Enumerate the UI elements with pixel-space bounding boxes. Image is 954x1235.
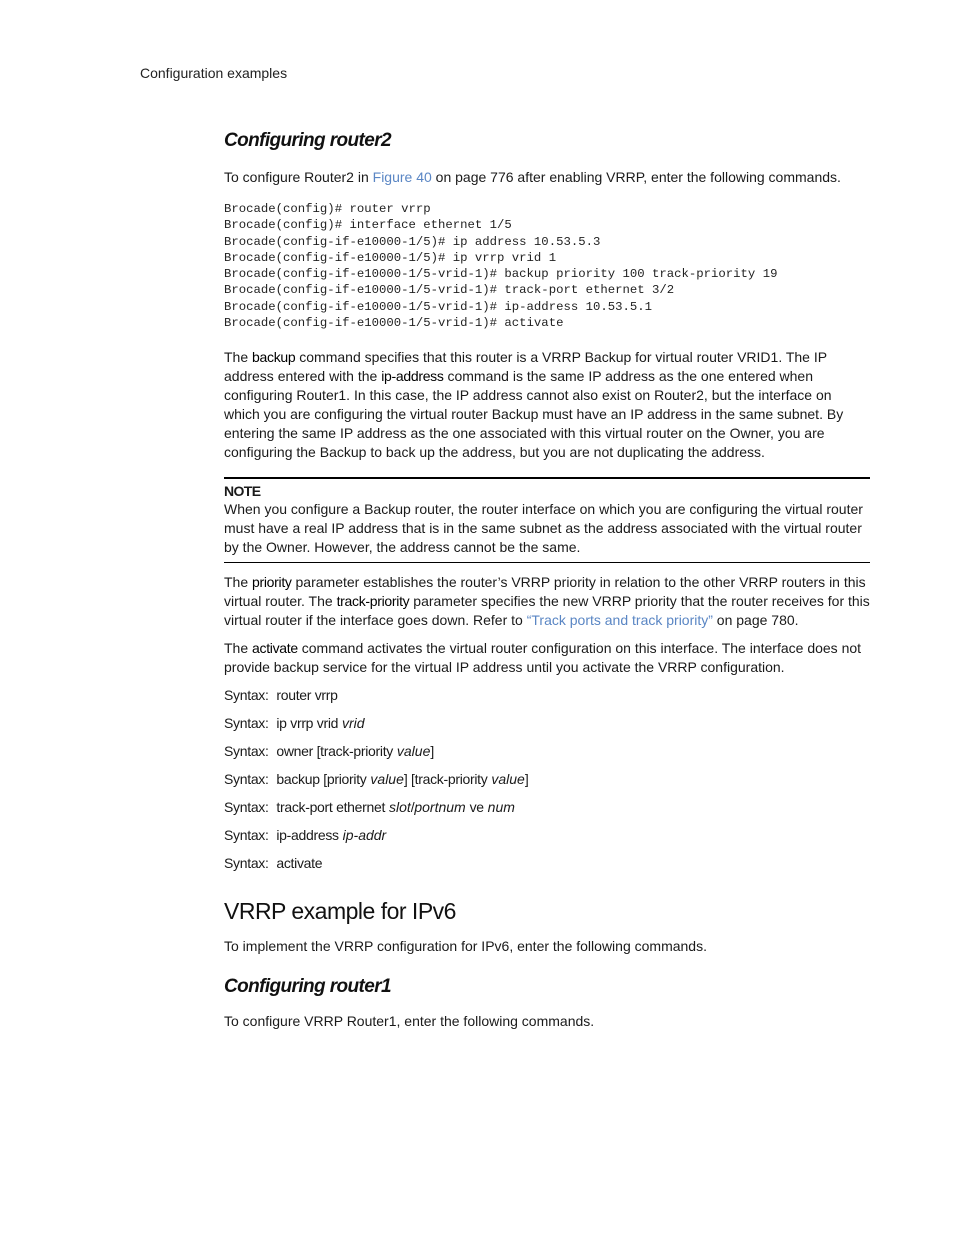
keyword-backup: backup	[252, 349, 296, 366]
code-line: Brocade(config-if-e10000-1/5-vrid-1)# track-port ethernet 3/2	[224, 283, 675, 298]
intro-paragraph	[224, 168, 870, 187]
code-block	[224, 201, 870, 331]
syntax-owner	[224, 742, 870, 761]
syntax-command: backup [priority	[276, 771, 367, 788]
syntax-label: Syntax:	[224, 771, 269, 788]
syntax-command: ip-address	[276, 827, 339, 844]
activate-paragraph	[224, 639, 870, 677]
backup-paragraph	[224, 348, 870, 462]
syntax-label: Syntax:	[224, 743, 269, 760]
para-text: The	[224, 574, 253, 591]
page-content	[224, 130, 870, 1031]
syntax-argument: value	[370, 771, 404, 788]
syntax-argument: ip-addr	[342, 827, 387, 844]
keyword-ip-address: ip-address	[381, 368, 444, 385]
code-line: Brocade(config-if-e10000-1/5-vrid-1)# ip-address 10.53.5.1	[224, 299, 653, 314]
syntax-label: Syntax:	[224, 799, 269, 816]
syntax-bracket: ]	[430, 743, 434, 760]
intro-text-post: on page 776 after enabling VRRP, enter the following commands.	[431, 169, 841, 185]
para-text: command is the same IP address as the one entered when configuring Router1. In this case, the IP address cannot also exist on Router2, but the interface on which you are configuring the virtual router Backup must have an IP address in the same subnet. By entering the same IP address as the one associated with this virtual router on the Owner, you are configuring the Backup to back up the address, but you are not duplicating the address.	[224, 368, 844, 461]
code-line: Brocade(config-if-e10000-1/5)# ip address 10.53.5.3	[224, 234, 601, 249]
syntax-command: ve	[469, 799, 484, 816]
router1-intro-paragraph: To configure VRRP Router1, enter the following commands.	[224, 1013, 595, 1030]
syntax-command: ] [track-priority	[403, 771, 488, 788]
para-text: The	[224, 349, 253, 366]
syntax-argument: value	[491, 771, 525, 788]
syntax-bracket: ]	[524, 771, 529, 788]
para-text: command specifies that this router is a VRRP Backup for virtual router VRID1. The IP address entered with the	[224, 349, 827, 385]
section-heading-router1: Configuring router1	[224, 976, 391, 998]
syntax-ip-vrrp-vrid	[224, 714, 870, 733]
syntax-backup	[224, 770, 870, 789]
syntax-command: activate	[276, 855, 323, 872]
syntax-label: Syntax:	[224, 827, 269, 844]
keyword-priority: priority	[252, 574, 292, 591]
syntax-argument: vrid	[342, 715, 365, 732]
syntax-command: track-port ethernet	[276, 799, 386, 816]
para-text: The	[224, 640, 253, 657]
syntax-label: Syntax:	[224, 687, 269, 704]
para-text: parameter specifies the new VRRP priority that the router receives for this virtual router if the interface goes down. Refer to	[224, 593, 870, 629]
syntax-command: owner [track-priority	[276, 743, 393, 760]
para-text: command activates the virtual router configuration on this interface. The interface does not provide backup service for the virtual IP address until you activate the VRRP configuration.	[224, 640, 862, 676]
syntax-ip-address	[224, 826, 870, 845]
syntax-argument: portnum	[414, 799, 466, 816]
syntax-command: ip vrrp vrid	[276, 715, 339, 732]
note-box	[224, 477, 870, 563]
para-text: parameter establishes the router’s VRRP priority in relation to the other VRRP routers in this virtual router. The	[224, 574, 866, 610]
track-ports-link[interactable]: “Track ports and track priority”	[526, 612, 713, 629]
code-line: Brocade(config-if-e10000-1/5-vrid-1)# backup priority 100 track-priority 19	[224, 267, 778, 282]
figure-40-link[interactable]: Figure 40	[372, 169, 432, 185]
syntax-label: Syntax:	[224, 855, 269, 872]
syntax-argument: value	[396, 743, 431, 760]
syntax-argument: slot	[388, 799, 411, 816]
running-header: Configuration examples	[140, 65, 288, 81]
syntax-separator: /	[410, 799, 415, 816]
code-line: Brocade(config)# interface ethernet 1/5	[224, 218, 512, 233]
syntax-label: Syntax:	[224, 715, 269, 732]
code-line: Brocade(config-if-e10000-1/5-vrid-1)# activate	[224, 316, 564, 331]
syntax-activate	[224, 854, 870, 873]
syntax-argument: num	[487, 799, 515, 816]
section-heading-ipv6: VRRP example for IPv6	[224, 898, 456, 925]
section-heading-router2: Configuring router2	[224, 130, 391, 151]
syntax-track-port	[224, 798, 870, 817]
para-text: on page 780.	[712, 612, 799, 629]
note-text: When you configure a Backup router, the router interface on which you are configuring the virtual router must have a real IP address that is in the same subnet as the address associated with the virtual router by the Owner. However, the address cannot be the same.	[224, 501, 863, 556]
priority-paragraph	[224, 573, 870, 630]
syntax-command: router vrrp	[276, 687, 338, 704]
code-line: Brocade(config)# router vrrp	[224, 202, 431, 216]
code-line: Brocade(config-if-e10000-1/5)# ip vrrp vrid 1	[224, 250, 557, 265]
intro-text-pre: To configure Router2 in	[224, 169, 373, 185]
syntax-router-vrrp	[224, 686, 870, 705]
keyword-track-priority: track-priority	[336, 593, 410, 610]
note-title: NOTE	[224, 483, 261, 500]
ipv6-intro-paragraph: To implement the VRRP configuration for IPv6, enter the following commands.	[224, 938, 707, 955]
keyword-activate: activate	[252, 640, 298, 657]
